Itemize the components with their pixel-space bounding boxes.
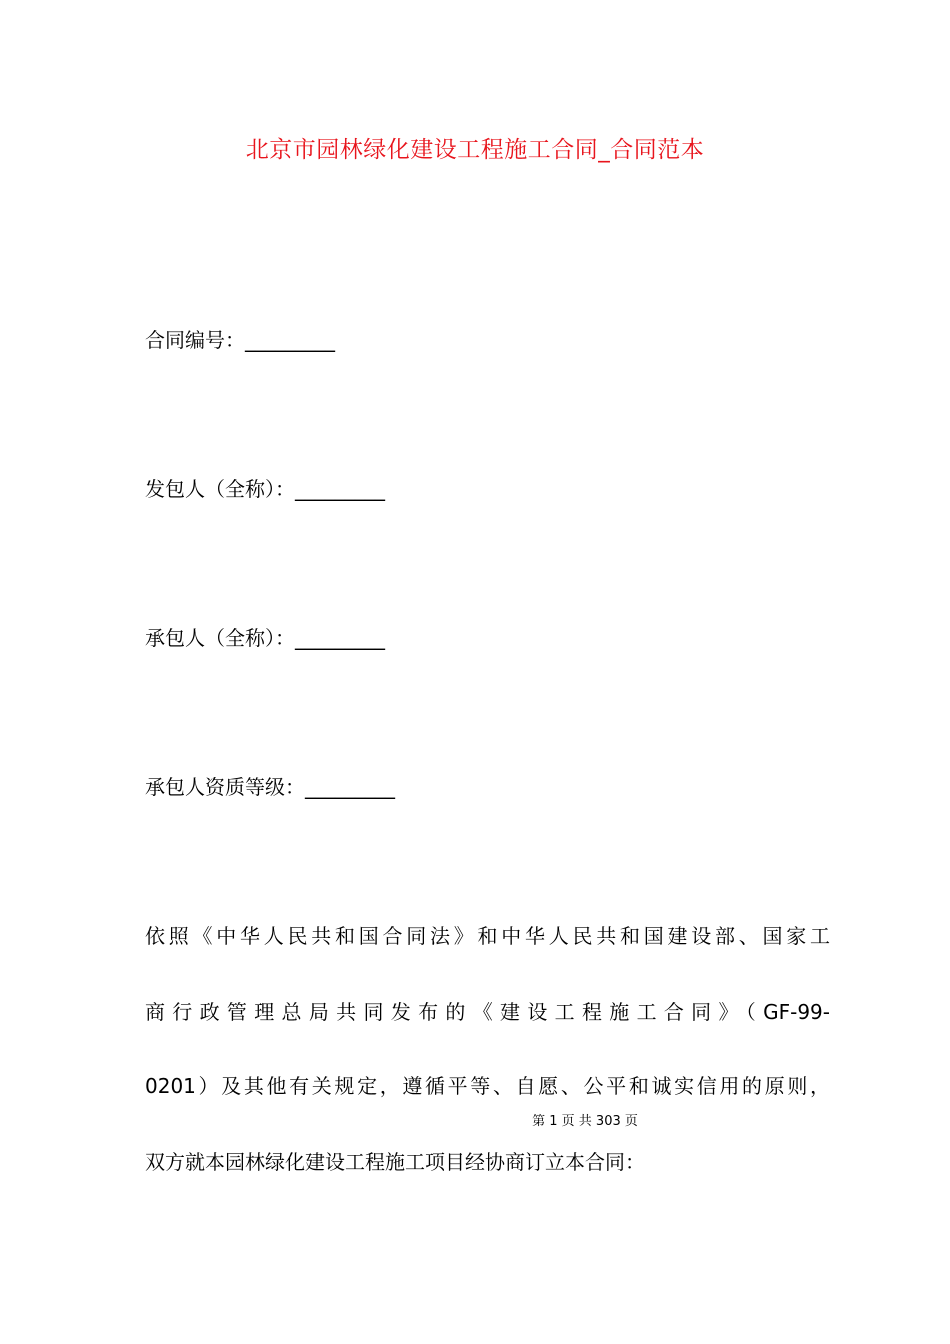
contract-number-field: 合同编号：_________ (145, 328, 335, 352)
body-line: 双方就本园林绿化建设工程施工项目经协商订立本合同： (145, 1150, 645, 1174)
document-title: 北京市园林绿化建设工程施工合同_合同范本 (245, 137, 705, 163)
contractor-field: 承包人（全称）：_________ (145, 626, 385, 650)
body-line: 0201）及其他有关规定，遵循平等、自愿、公平和诚实信用的原则， (145, 1074, 830, 1098)
body-line: 依照《中华人民共和国合同法》和中华人民共和国建设部、国家工 (145, 924, 830, 948)
page-footer: 第 1 页 共 303 页 (532, 1114, 638, 1129)
employer-field: 发包人（全称）：_________ (145, 477, 385, 501)
contractor-grade-field: 承包人资质等级：_________ (145, 775, 395, 799)
body-line: 商行政管理总局共同发布的《建设工程施工合同》（GF-99- (145, 1000, 830, 1024)
